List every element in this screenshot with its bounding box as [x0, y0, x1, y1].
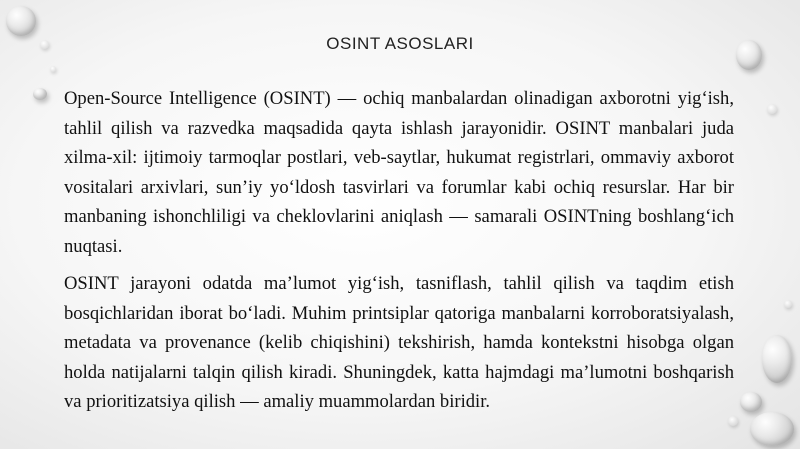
water-drop-icon [784, 300, 792, 308]
water-drop-icon [767, 104, 777, 114]
slide-title: OSINT ASOSLARI [326, 34, 474, 53]
water-drop-icon [33, 88, 47, 100]
slide-body [64, 84, 734, 425]
water-drop-icon [750, 412, 794, 446]
water-drop-icon [50, 66, 56, 72]
paragraph: Open-Source Intelligence (OSINT) — ochiq manbalardan olinadigan axborotni yig‘ish, tahlil qilish va razvedka maqsadida qayta ishlash jarayonidir. OSINT manbalari juda xilma-xil: ijtimoiy tarmoqlar postlari, veb-saytlar, hukumat registrlari, ommaviy axborot vositalari arxivlari, sun’iy yo‘ldosh tasvirlari va forumlar kabi ochiq resurslar. Har bir manbaning ishonchliligi va cheklovlarini aniqlash — samarali OSINTning boshlang‘ich nuqtasi. [64, 88, 734, 257]
water-drop-icon [762, 335, 792, 383]
paragraph: OSINT jarayoni odatda ma’lumot yig‘ish, tasniflash, tahlil qilish va taqdim etish bosqichlaridan iborat bo‘ladi. Muhim printsiplar qatoriga manbalarni korroboratsiyalash, metadata va provenance (kelib chiqishini) tekshirish, hamda kontekstni hisobga olgan holda natijalarni talqin qilish kiradi. Shuningdek, katta hajmdagi ma’lumotni boshqarish va prioritizatsiya qilish — amaliy muammolardan biridir. [64, 273, 734, 412]
water-drop-icon [740, 392, 762, 412]
water-drop-icon [6, 6, 36, 36]
